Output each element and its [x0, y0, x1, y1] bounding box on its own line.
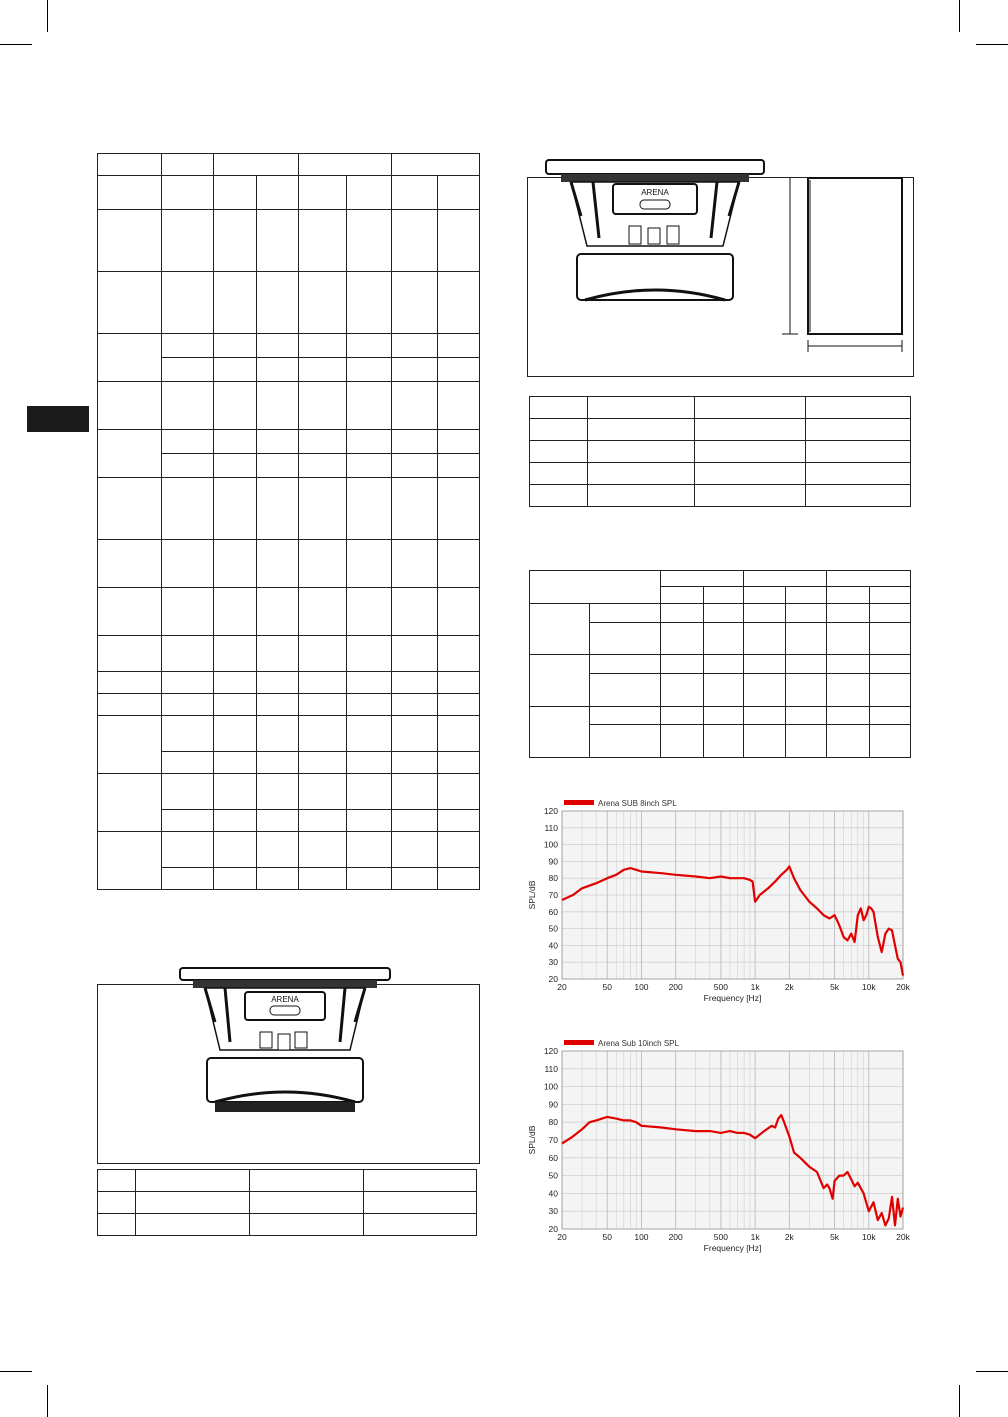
- x-tick-label: 20: [557, 1232, 567, 1242]
- y-tick-label: 60: [548, 1152, 558, 1163]
- table-row: [98, 672, 480, 694]
- speaker-side-drawing-left: [175, 962, 395, 1117]
- table-row: [98, 430, 480, 454]
- speaker-side-drawing-right: [543, 156, 768, 311]
- table-row: [98, 272, 480, 334]
- x-tick-label: 10k: [861, 982, 876, 992]
- y-tick-label: 70: [548, 890, 558, 900]
- y-tick-label: 60: [548, 906, 558, 917]
- table-row: [530, 397, 911, 419]
- x-tick-label: 50: [602, 982, 612, 992]
- y-axis-label: SPL/dB: [527, 1125, 537, 1155]
- crop-mark: [976, 1371, 1008, 1372]
- x-tick-label: 5k: [830, 1232, 840, 1242]
- table-row: [530, 485, 911, 507]
- y-tick-label: 30: [548, 957, 558, 968]
- table-row: [98, 176, 480, 210]
- table-row: [98, 540, 480, 588]
- table-row: [98, 334, 480, 358]
- spec-table: [97, 153, 480, 890]
- table-row: [530, 441, 911, 463]
- crop-mark: [0, 1371, 32, 1372]
- crop-mark: [976, 44, 1008, 45]
- y-tick-label: 100: [543, 1081, 558, 1092]
- crop-mark: [47, 0, 48, 32]
- table-row: [530, 707, 911, 725]
- legend-label: Arena SUB 8inch SPL: [598, 799, 677, 808]
- table-row: [98, 1170, 477, 1192]
- crop-mark: [959, 1385, 960, 1417]
- y-tick-label: 50: [548, 1170, 558, 1181]
- x-tick-label: 200: [668, 1232, 683, 1242]
- y-tick-label: 20: [548, 1224, 558, 1234]
- y-tick-label: 40: [548, 940, 558, 951]
- y-tick-label: 80: [548, 873, 558, 884]
- table-row: [98, 832, 480, 868]
- x-tick-label: 1k: [750, 1232, 760, 1242]
- table-row: [98, 636, 480, 672]
- table-row: [530, 604, 911, 623]
- x-tick-label: 10k: [861, 1232, 876, 1242]
- x-tick-label: 5k: [830, 982, 840, 992]
- table-row: [98, 210, 480, 272]
- legend-label: Arena Sub 10inch SPL: [598, 1039, 679, 1048]
- x-tick-label: 200: [668, 982, 683, 992]
- table-row: [530, 463, 911, 485]
- x-tick-label: 2k: [784, 1232, 794, 1242]
- table-row: [98, 382, 480, 430]
- x-axis-label: Frequency [Hz]: [703, 1243, 762, 1253]
- table-row: [98, 588, 480, 636]
- spl-chart-10inch: [525, 1037, 915, 1262]
- table-row: [98, 716, 480, 752]
- crop-mark: [959, 0, 960, 32]
- dimension-table-left: [97, 1169, 477, 1236]
- table-row: [98, 478, 480, 540]
- x-tick-label: 100: [634, 1232, 649, 1242]
- y-tick-label: 20: [548, 974, 558, 984]
- table-row: [98, 694, 480, 716]
- y-tick-label: 120: [543, 1046, 558, 1056]
- table-row: [98, 154, 480, 176]
- crop-mark: [47, 1385, 48, 1417]
- x-tick-label: 500: [713, 982, 728, 992]
- x-tick-label: 50: [602, 1232, 612, 1242]
- y-axis-label: SPL/dB: [527, 880, 537, 910]
- y-tick-label: 80: [548, 1117, 558, 1128]
- x-tick-label: 2k: [784, 982, 794, 992]
- x-tick-label: 20k: [896, 982, 910, 992]
- y-tick-label: 30: [548, 1206, 558, 1217]
- table-row: [530, 571, 911, 587]
- x-tick-label: 20k: [896, 1232, 910, 1242]
- x-tick-label: 500: [713, 1232, 728, 1242]
- svg-text:ARENA: ARENA: [641, 188, 669, 197]
- y-tick-label: 90: [548, 856, 558, 867]
- box-dimension-diagram: [776, 170, 908, 356]
- x-axis-label: Frequency [Hz]: [703, 993, 762, 1003]
- enclosure-table: [529, 570, 911, 758]
- legend-swatch: [564, 1040, 594, 1045]
- table-row: [98, 1192, 477, 1214]
- legend-swatch: [564, 800, 594, 805]
- table-row: [530, 655, 911, 674]
- y-tick-label: 50: [548, 923, 558, 934]
- dimension-table-right: [529, 396, 911, 507]
- table-row: [98, 1214, 477, 1236]
- x-tick-label: 1k: [750, 982, 760, 992]
- spl-chart-8inch: [525, 797, 915, 1012]
- x-tick-label: 20: [557, 982, 567, 992]
- y-tick-label: 90: [548, 1099, 558, 1110]
- y-tick-label: 40: [548, 1188, 558, 1199]
- y-tick-label: 70: [548, 1135, 558, 1145]
- section-tab: [27, 406, 89, 432]
- svg-text:ARENA: ARENA: [271, 995, 299, 1004]
- y-tick-label: 110: [544, 822, 558, 833]
- table-row: [98, 774, 480, 810]
- crop-mark: [0, 44, 32, 45]
- y-tick-label: 100: [543, 839, 558, 850]
- x-tick-label: 100: [634, 982, 649, 992]
- table-row: [530, 419, 911, 441]
- y-tick-label: 120: [543, 806, 558, 816]
- y-tick-label: 110: [544, 1063, 558, 1074]
